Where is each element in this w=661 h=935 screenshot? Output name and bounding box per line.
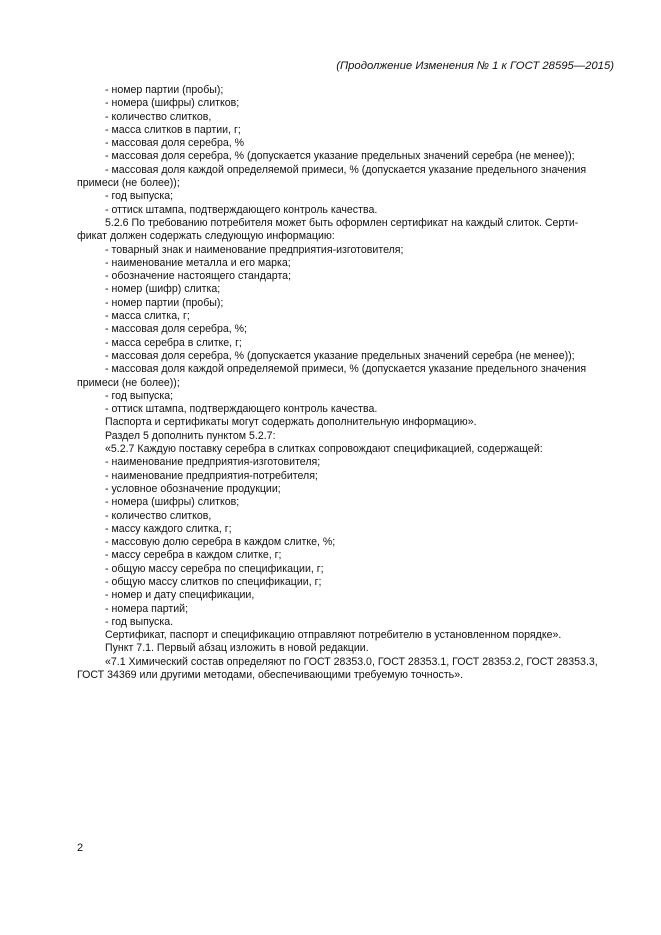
text-line: «5.2.7 Каждую поставку серебра в слитках сопровождают спецификацией, содержащей: (105, 443, 543, 456)
text-line: - год выпуска; (105, 389, 174, 402)
page-header: (Продолжение Изменения № 1 к ГОСТ 28595—2015) (336, 60, 614, 72)
text-line: ГОСТ 34369 или другими методами, обеспечивающими требуемую точность». (77, 669, 464, 682)
text-line: - год выпуска; (105, 190, 174, 203)
text-line: - номера (шифры) слитков; (105, 496, 240, 509)
text-line: - обозначение настоящего стандарта; (105, 270, 292, 283)
text-line: - наименование металла и его марка; (105, 256, 291, 269)
text-line: - наименование предприятия-потребителя; (105, 469, 318, 482)
document-body (77, 84, 614, 682)
text-line: - номер (шифр) слитка; (105, 283, 221, 296)
text-line: - массу каждого слитка, г; (105, 522, 232, 535)
text-line: - массу серебра в каждом слитке, г; (105, 549, 282, 562)
text-line: 5.2.6 По требованию потребителя может быть оформлен сертификат на каждый слиток. Серти- (105, 216, 579, 229)
text-line: - номера (шифры) слитков; (105, 97, 240, 110)
text-line: - массовая доля серебра, % (105, 137, 245, 150)
text-line: Паспорта и сертификаты могут содержать дополнительную информацию». (105, 416, 477, 429)
text-line: - год выпуска. (105, 615, 174, 628)
text-line: - номер партии (пробы); (105, 84, 224, 96)
text-line: - массовую долю серебра в каждом слитке, %; (105, 536, 336, 549)
text-line: Пункт 7.1. Первый абзац изложить в новой редакции. (105, 642, 369, 655)
text-line: - условное обозначение продукции; (105, 482, 281, 495)
text-line: - массовая доля каждой определяемой примеси, % (допускается указание предельного значения (105, 163, 587, 176)
text-line: - массовая доля серебра, % (допускается указание предельных значений серебра (не менее)); (105, 349, 575, 362)
text-line: - общую массу слитков по спецификации, г; (105, 575, 322, 588)
text-line: - наименование предприятия-изготовителя; (105, 456, 321, 469)
text-line: - номера партий; (105, 602, 189, 615)
text-line: - количество слитков, (105, 509, 212, 522)
text-line: примеси (не более)); (77, 177, 180, 190)
text-line: - масса серебра в слитке, г; (105, 336, 242, 349)
text-line: - номер и дату спецификации, (105, 589, 255, 602)
text-line: примеси (не более)); (77, 376, 180, 389)
text-line: - номер партии (пробы); (105, 296, 224, 309)
text-line: - массовая доля серебра, % (допускается указание предельных значений серебра (не менее)); (105, 150, 575, 163)
text-line: Раздел 5 дополнить пунктом 5.2.7: (105, 429, 276, 442)
text-line: - массовая доля каждой определяемой примеси, % (допускается указание предельного значения (105, 363, 587, 376)
text-line: - оттиск штампа, подтверждающего контроль качества. (105, 203, 378, 216)
text-line: - масса слитков в партии, г; (105, 123, 241, 136)
text-line: - товарный знак и наименование предприятия-изготовителя; (105, 243, 404, 256)
text-line: - масса слитка, г; (105, 310, 190, 323)
text-line: - оттиск штампа, подтверждающего контроль качества. (105, 403, 378, 416)
text-line: «7.1 Химический состав определяют по ГОСТ 28353.0, ГОСТ 28353.1, ГОСТ 28353.2, ГОСТ 28353.3, (105, 655, 598, 668)
page-number: 2 (77, 842, 84, 854)
text-line: - количество слитков, (105, 110, 212, 123)
text-line: - общую массу серебра по спецификации, г; (105, 562, 324, 575)
text-line: Сертификат, паспорт и спецификацию отправляют потребителю в установленном порядке». (105, 629, 562, 642)
text-line: фикат должен содержать следующую информацию: (77, 230, 335, 243)
text-line: - массовая доля серебра, %; (105, 323, 247, 336)
